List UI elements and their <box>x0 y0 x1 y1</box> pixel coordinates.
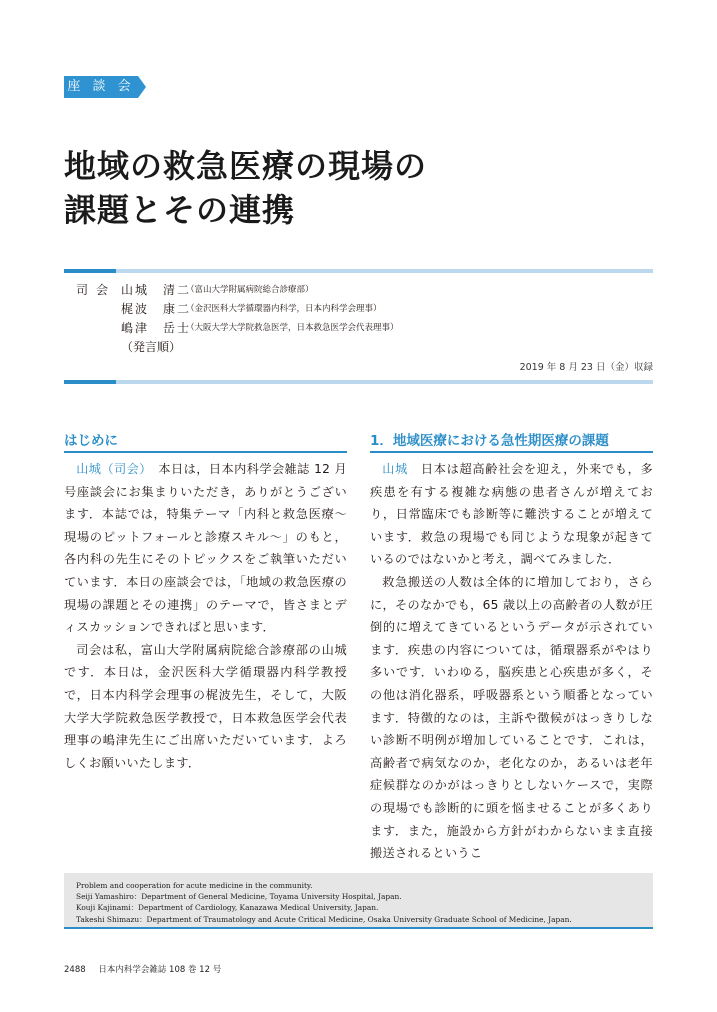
participant-name: 山城 清二 <box>121 283 192 297</box>
participant-affiliation: （大阪大学大学院救急医学，日本救急医学会代表理事） <box>186 323 399 333</box>
paragraph-text: 救急搬送の人数は全体的に増加しており，さらに，そのなかでも，65 歳以上の高齢者の人数が圧倒的に増えてきているというデータが示されています．疾患の内容については，循環器系がやはり多いです．いわゆる，脳疾患と心疾患が多く，その他は消化器系，呼吸器系という順番となっています．特徴的なのは，主訴や徴候がはっきりしない診断不明例が増加していることです．これは，高齢者で病気なのか，老化なのか，あるいは老年症候群なのかがはっきりとしないケースで，実際の現場でも診断的に頭を悩ませることが多くあります．また，施設から方針がわからないまま直接搬送されるというこ <box>370 574 653 861</box>
paragraph <box>64 458 347 639</box>
page-footer <box>64 963 221 975</box>
article-title <box>64 144 427 232</box>
section-tag-label: 座 談 会 <box>67 79 135 94</box>
section-tag <box>64 76 146 98</box>
rule-accent <box>64 380 116 384</box>
title-line-2: 課題とその連携 <box>64 191 296 229</box>
journal-name: 日本内科学会雑誌 108 巻 12 号 <box>98 965 222 975</box>
paragraph-text: 日本は超高齢社会を迎え，外来でも，多疾患を有する複雑な病態の患者さんが増えており，日常臨床でも診断等に難渋することが増えています．救急の現場でも同じような現象が起きているのではないかと考え，調べてみました． <box>370 462 653 567</box>
rule-accent <box>64 269 116 273</box>
page-number: 2488 <box>64 965 86 975</box>
abstract-line: Seiji Yamashiro：Department of General Medicine, Toyama University Hospital, Japan. <box>76 892 402 902</box>
left-column <box>64 458 347 774</box>
heading-intro: はじめに <box>64 433 118 449</box>
top-rule <box>64 269 653 273</box>
title-line-1: 地域の救急医療の現場の <box>64 147 428 185</box>
heading-section-1: 1．地域医療における急性期医療の課題 <box>370 433 609 449</box>
speaker-label: 山城（司会） <box>76 462 146 476</box>
paragraph-text: 本日は，日本内科学会雑誌 12 月号座談会にお集まりいただき，ありがとうございます．本誌では，特集テーマ「内科と救急医療～現場のピットフォールと診療スキル～」のもと，各内科の先生にそのトピックスをご執筆いただいています．本日の座談会では，「地域の救急医療の現場の課題とその連携」のテーマで，皆さまとディスカッションできればと思います． <box>64 462 347 635</box>
moderator-role: 司会 <box>76 283 117 297</box>
heading-underline <box>370 451 653 453</box>
participant-name: 嶋津 岳士 <box>121 321 192 335</box>
paragraph <box>370 571 653 865</box>
recording-date: 2019 年 8 月 23 日（金）収録 <box>519 362 653 373</box>
paragraph <box>370 458 653 571</box>
speaker-label: 山城 <box>382 462 408 476</box>
bottom-rule <box>64 380 653 384</box>
speaking-order-note: （発言順） <box>121 340 182 354</box>
abstract-line: Kouji Kajinami：Department of Cardiology, Kanazawa Medical University, Japan. <box>76 903 379 913</box>
abstract-line: Takeshi Shimazu：Department of Traumatology and Acute Critical Medicine, Osaka University Graduate School of Medicine, Japan. <box>76 914 572 924</box>
participant-affiliation: （富山大学附属病院総合診療部） <box>186 285 314 295</box>
participant-affiliation: （金沢医科大学循環器内科学，日本内科学会理事） <box>186 304 382 314</box>
paragraph <box>64 639 347 775</box>
abstract-line: Problem and cooperation for acute medicine in the community. <box>76 881 313 890</box>
rule-light <box>116 269 653 273</box>
right-column <box>370 458 653 865</box>
heading-underline <box>64 451 347 453</box>
english-abstract-box <box>64 873 653 929</box>
paragraph-text: 司会は私，富山大学附属病院総合診療部の山城です．本日は，金沢医科大学循環器内科学教授で，日本内科学会理事の梶波先生，そして，大阪大学大学院救急医学教授で，日本救急医学会代表理事の嶋津先生にご出席いただいています．よろしくお願いいたします． <box>64 642 347 770</box>
rule-light <box>116 380 653 384</box>
participant-name: 梶波 康二 <box>121 302 192 316</box>
